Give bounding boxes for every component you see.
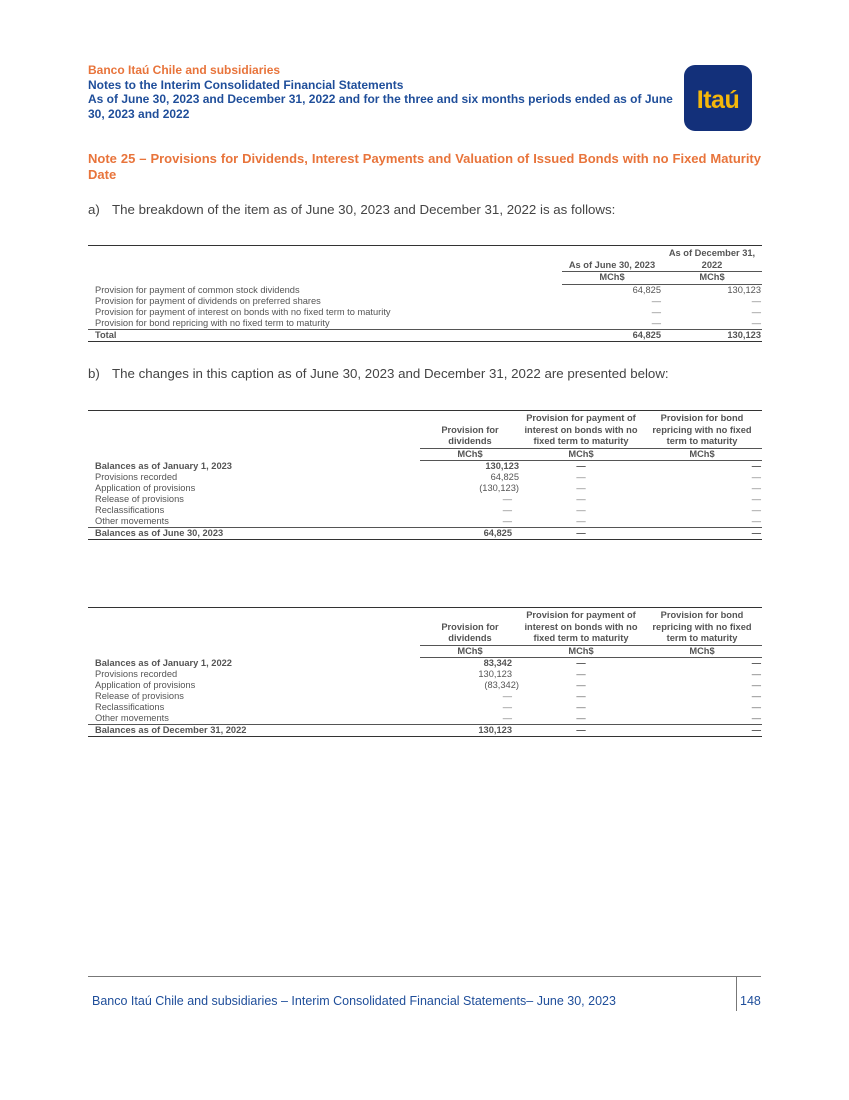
col-header-dec-2022: As of December 31, 2022: [668, 248, 756, 270]
table-row: Provision for payment of common stock dividends 64,825 130,123: [95, 284, 761, 295]
section-b-text: The changes in this caption as of June 30, 2023 and December 31, 2022 are presented below:: [112, 366, 669, 381]
section-a-label: a): [88, 202, 100, 217]
table-row: Provision for payment of dividends on preferred shares — —: [95, 295, 761, 306]
table-row: Release of provisions — — —: [95, 691, 761, 701]
closing-balance-row: Balances as of June 30, 2023 64,825 — —: [88, 528, 762, 540]
changes-table-2023: [88, 410, 762, 540]
table-row: Provision for payment of interest on bonds with no fixed term to maturity — —: [95, 306, 761, 317]
table-row: Release of provisions — — —: [95, 494, 761, 504]
table-row: Reclassifications — — —: [95, 505, 761, 515]
page-number: 148: [740, 994, 761, 1008]
report-title: Notes to the Interim Consolidated Financial Statements: [88, 77, 404, 92]
footer-separator: [736, 977, 737, 1011]
opening-balance-row: Balances as of January 1, 2022 83,342 — —: [95, 658, 761, 668]
table-row: Reclassifications — — —: [95, 702, 761, 712]
opening-balance-row: Balances as of January 1, 2023 130,123 — —: [95, 461, 761, 471]
closing-balance-row: Balances as of December 31, 2022 130,123 — —: [88, 725, 762, 737]
table-row: Provision for bond repricing with no fixed term to maturity — —: [95, 317, 761, 328]
footer-text: Banco Itaú Chile and subsidiaries – Interim Consolidated Financial Statements– June 30, 2023: [92, 994, 616, 1008]
section-b-label: b): [88, 366, 100, 381]
section-b-intro: [88, 366, 669, 381]
col-header-june-2023: As of June 30, 2023: [568, 259, 656, 270]
section-a-text: The breakdown of the item as of June 30, 2023 and December 31, 2022 is as follows:: [112, 202, 616, 217]
unit-label: MCh$: [642, 645, 762, 658]
unit-label: MCh$: [520, 645, 642, 658]
unit-label: MCh$: [420, 645, 520, 658]
col-header-bond-repricing: Provision for bond repricing with no fixed term to maturity: [652, 413, 752, 446]
col-header-interest-bonds: Provision for payment of interest on bonds with no fixed term to maturity: [524, 413, 638, 446]
unit-label: MCh$: [662, 272, 762, 285]
section-a-intro: [88, 202, 615, 217]
footer-divider: [88, 976, 761, 977]
unit-label: MCh$: [642, 448, 762, 461]
unit-label: MCh$: [562, 272, 662, 285]
col-header-bond-repricing: Provision for bond repricing with no fixed term to maturity: [652, 610, 752, 643]
table-row: Application of provisions (130,123) — —: [95, 483, 761, 493]
col-header-dividends: Provision for dividends: [441, 621, 499, 643]
changes-table-2022: [88, 607, 762, 737]
table-row: Application of provisions (83,342) — —: [95, 680, 761, 690]
col-header-interest-bonds: Provision for payment of interest on bonds with no fixed term to maturity: [524, 610, 638, 643]
company-name: Banco Itaú Chile and subsidiaries: [88, 63, 281, 77]
table-row: Provisions recorded 64,825 — —: [95, 472, 761, 482]
note-title: Note 25 – Provisions for Dividends, Interest Payments and Valuation of Issued Bonds with no Fixed Maturity Date: [88, 151, 761, 182]
table-row: Other movements — — —: [95, 713, 761, 723]
unit-label: MCh$: [520, 448, 642, 461]
breakdown-table: [88, 245, 762, 342]
document-header: [88, 63, 678, 121]
report-period: As of June 30, 2023 and December 31, 2022 and for the three and six months periods ended as of June 30, 2023 and 2022: [88, 92, 673, 121]
col-header-dividends: Provision for dividends: [441, 424, 499, 446]
table-row: Provisions recorded 130,123 — —: [95, 669, 761, 679]
total-row: Total 64,825 130,123: [88, 329, 762, 341]
table-row: Other movements — — —: [95, 516, 761, 526]
itau-logo: Itaú: [684, 65, 752, 131]
unit-label: MCh$: [420, 448, 520, 461]
